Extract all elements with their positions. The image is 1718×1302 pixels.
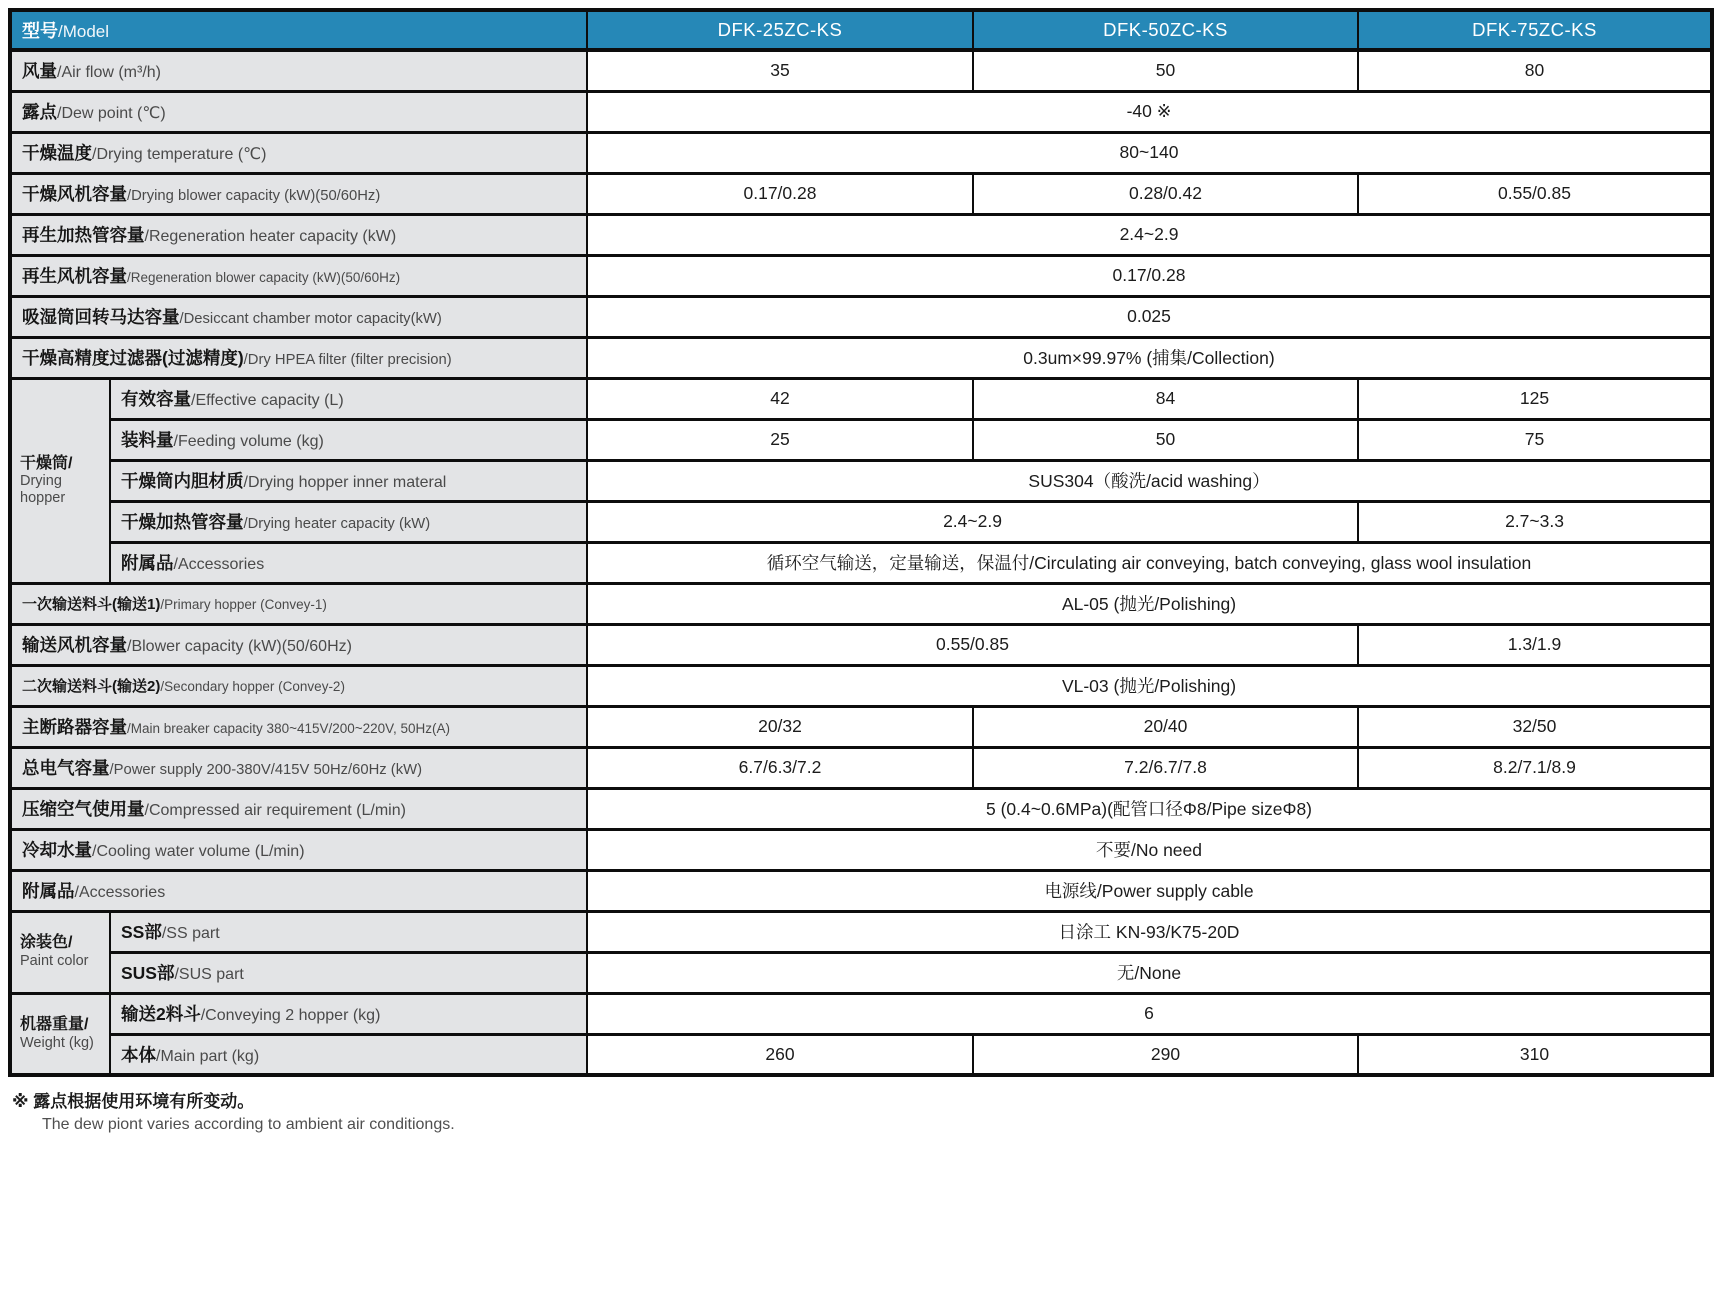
label-en: /Regeneration blower capacity (kW)(50/60Hz) (127, 270, 401, 285)
spec-value: 42 (587, 378, 973, 419)
label-zh: 装料量 (121, 430, 174, 450)
spec-value: 35 (587, 50, 973, 91)
spec-value: 7.2/6.7/7.8 (973, 747, 1358, 788)
label-en: /Main breaker capacity 380~415V/200~220V, 50Hz(A) (127, 721, 450, 736)
spec-value: 80 (1358, 50, 1712, 91)
row-label (10, 829, 587, 870)
spec-value: 25 (587, 419, 973, 460)
spec-value: 84 (973, 378, 1358, 419)
row-label (110, 542, 587, 583)
label-zh: 露点 (22, 102, 57, 122)
label-en: /SS part (161, 925, 220, 942)
label-en: /Main part (kg) (156, 1047, 260, 1065)
table-row-primary-hopper (10, 583, 1712, 624)
label-zh: 干燥风机容量 (22, 184, 127, 204)
row-label (10, 255, 587, 296)
label-en: /Compressed air requirement (L/min) (144, 802, 406, 819)
group-zh: 机器重量/ (20, 1016, 89, 1034)
label-zh: 风量 (22, 61, 57, 82)
spec-value: 20/40 (973, 706, 1358, 747)
row-label (10, 624, 587, 665)
label-zh: 吸湿筒回转马达容量 (22, 307, 180, 327)
table-row-main-part-weight (10, 1034, 1712, 1075)
label-zh: 主断路器容量 (22, 717, 127, 737)
table-row-hopper-accessories (10, 542, 1712, 583)
label-en: /Accessories (173, 556, 265, 573)
group-en: Paint color (20, 952, 89, 969)
spec-value: 无/None (587, 952, 1712, 993)
spec-value: 5 (0.4~0.6MPa)(配管口径Φ8/Pipe sizeΦ8) (587, 788, 1712, 829)
label-en: /Blower capacity (kW)(50/60Hz) (127, 638, 352, 655)
table-row-regen-heater (10, 214, 1712, 255)
spec-value: 日涂工 KN-93/K75-20D (587, 911, 1712, 952)
label-en: /Air flow (m³/h) (57, 64, 161, 82)
table-row-compressed-air (10, 788, 1712, 829)
group-en: Drying hopper (20, 473, 66, 506)
row-label (110, 1034, 587, 1075)
label-zh: 冷却水量 (22, 840, 92, 860)
table-row-accessories (10, 870, 1712, 911)
row-label (110, 378, 587, 419)
label-zh: 干燥温度 (22, 143, 92, 163)
spec-value: 0.55/0.85 (587, 624, 1358, 665)
label-en: /Drying hopper inner materal (243, 474, 447, 491)
label-zh: 压缩空气使用量 (22, 799, 145, 819)
group-label-paint-color (10, 911, 110, 993)
table-row-conveying-hopper-weight (10, 993, 1712, 1034)
table-row-effective-capacity (10, 378, 1712, 419)
spec-value: 6.7/6.3/7.2 (587, 747, 973, 788)
row-label (110, 460, 587, 501)
label-zh: 干燥加热管容量 (121, 512, 244, 532)
label-en: /Dew point (℃) (57, 105, 166, 122)
row-label (10, 706, 587, 747)
model-name-1: DFK-25ZC-KS (587, 10, 973, 50)
table-row-power-supply (10, 747, 1712, 788)
table-row-dew-point (10, 91, 1712, 132)
spec-value: 0.55/0.85 (1358, 173, 1712, 214)
label-en: /Power supply 200-380V/415V 50Hz/60Hz (kW) (109, 762, 423, 778)
spec-value: 电源线/Power supply cable (587, 870, 1712, 911)
spec-value: 20/32 (587, 706, 973, 747)
model-name-3: DFK-75ZC-KS (1358, 10, 1712, 50)
label-en: /Feeding volume (kg) (173, 433, 324, 450)
label-zh: SUS部 (121, 963, 175, 983)
label-zh: 附属品 (121, 553, 174, 573)
label-zh: 再生风机容量 (22, 266, 127, 286)
label-en: /Drying blower capacity (kW)(50/60Hz) (127, 188, 381, 204)
spec-value: 不要/No need (587, 829, 1712, 870)
label-zh: 总电气容量 (22, 758, 110, 778)
footnote-zh: ※ 露点根据使用环境有所变动。 (12, 1092, 255, 1111)
label-zh: 再生加热管容量 (22, 225, 145, 245)
label-en: /Cooling water volume (L/min) (92, 843, 305, 860)
label-en: /Drying heater capacity (kW) (243, 516, 431, 532)
spec-value: 2.4~2.9 (587, 501, 1358, 542)
group-zh: 干燥筒/ (20, 454, 73, 472)
table-row-blower-capacity (10, 624, 1712, 665)
spec-value: 2.4~2.9 (587, 214, 1712, 255)
spec-value: 32/50 (1358, 706, 1712, 747)
label-en: /Primary hopper (Convey-1) (160, 597, 327, 612)
label-zh: 附属品 (22, 881, 75, 901)
spec-value: 80~140 (587, 132, 1712, 173)
row-label (10, 747, 587, 788)
spec-value: 0.3um×99.97% (捕集/Collection) (587, 337, 1712, 378)
label-en: /Conveying 2 hopper (kg) (200, 1007, 381, 1024)
label-zh: 二次输送料斗(输送2) (22, 678, 161, 695)
group-en: Weight (kg) (20, 1034, 94, 1051)
spec-value: 260 (587, 1034, 973, 1075)
label-en: /Drying temperature (℃) (92, 146, 267, 163)
label-en: /SUS part (174, 966, 244, 983)
spec-value: 125 (1358, 378, 1712, 419)
table-row-drying-temp (10, 132, 1712, 173)
spec-value: 2.7~3.3 (1358, 501, 1712, 542)
row-label (110, 993, 587, 1034)
table-row-secondary-hopper (10, 665, 1712, 706)
spec-value: AL-05 (抛光/Polishing) (587, 583, 1712, 624)
table-row-feeding-volume (10, 419, 1712, 460)
label-zh: 输送风机容量 (22, 635, 127, 655)
label-zh: 本体 (121, 1044, 156, 1065)
row-label (10, 214, 587, 255)
model-header-en: /Model (58, 22, 110, 41)
label-zh: SS部 (121, 922, 162, 942)
label-en: /Regeneration heater capacity (kW) (144, 228, 397, 245)
label-zh: 干燥高精度过滤器(过滤精度) (22, 348, 244, 368)
spec-value: VL-03 (抛光/Polishing) (587, 665, 1712, 706)
spec-value: 0.17/0.28 (587, 255, 1712, 296)
label-en: /Accessories (74, 884, 166, 901)
spec-value: 0.17/0.28 (587, 173, 973, 214)
table-row-drying-blower (10, 173, 1712, 214)
model-name-2: DFK-50ZC-KS (973, 10, 1358, 50)
header-row (10, 10, 1712, 50)
spec-value: 50 (973, 50, 1358, 91)
row-label (110, 419, 587, 460)
spec-value: SUS304（酸洗/acid washing） (587, 460, 1712, 501)
label-zh: 有效容量 (121, 389, 191, 409)
footnote (12, 1087, 1710, 1134)
spec-value: 310 (1358, 1034, 1712, 1075)
row-label (10, 132, 587, 173)
label-zh: 一次输送料斗(输送1) (22, 596, 161, 613)
table-row-regen-blower (10, 255, 1712, 296)
label-en: /Desiccant chamber motor capacity(kW) (179, 311, 442, 327)
table-row-airflow (10, 50, 1712, 91)
row-label (10, 665, 587, 706)
table-row-inner-material (10, 460, 1712, 501)
spec-value: 0.025 (587, 296, 1712, 337)
row-label (10, 296, 587, 337)
row-label (110, 911, 587, 952)
spec-value: 6 (587, 993, 1712, 1034)
label-zh: 干燥筒内胆材质 (121, 471, 244, 491)
row-label (110, 952, 587, 993)
spec-value: 290 (973, 1034, 1358, 1075)
label-zh: 输送2料斗 (121, 1004, 201, 1024)
model-header-label (10, 10, 587, 50)
row-label (10, 788, 587, 829)
spec-value: -40 ※ (587, 91, 1712, 132)
spec-value: 循环空气输送，定量输送，保温付/Circulating air conveying, batch conveying, glass wool insulation (587, 542, 1712, 583)
table-row-hpea-filter (10, 337, 1712, 378)
row-label (10, 50, 587, 91)
spec-value: 0.28/0.42 (973, 173, 1358, 214)
label-en: /Secondary hopper (Convey-2) (160, 679, 345, 694)
table-row-sus-part (10, 952, 1712, 993)
group-label-weight (10, 993, 110, 1075)
model-header-zh: 型号 (22, 21, 58, 41)
row-label (110, 501, 587, 542)
spec-table (8, 8, 1714, 1077)
table-row-main-breaker (10, 706, 1712, 747)
group-label-drying-hopper (10, 378, 110, 583)
table-row-cooling-water (10, 829, 1712, 870)
row-label (10, 173, 587, 214)
spec-value: 8.2/7.1/8.9 (1358, 747, 1712, 788)
table-row-desiccant-motor (10, 296, 1712, 337)
table-row-ss-part (10, 911, 1712, 952)
group-zh: 涂装色/ (20, 934, 73, 952)
spec-value: 50 (973, 419, 1358, 460)
row-label (10, 337, 587, 378)
label-en: /Dry HPEA filter (filter precision) (243, 352, 452, 368)
row-label (10, 583, 587, 624)
spec-value: 75 (1358, 419, 1712, 460)
row-label (10, 91, 587, 132)
row-label (10, 870, 587, 911)
label-en: /Effective capacity (L) (191, 392, 344, 409)
footnote-en: The dew piont varies according to ambient air conditiongs. (42, 1116, 455, 1133)
spec-value: 1.3/1.9 (1358, 624, 1712, 665)
table-row-drying-heater (10, 501, 1712, 542)
